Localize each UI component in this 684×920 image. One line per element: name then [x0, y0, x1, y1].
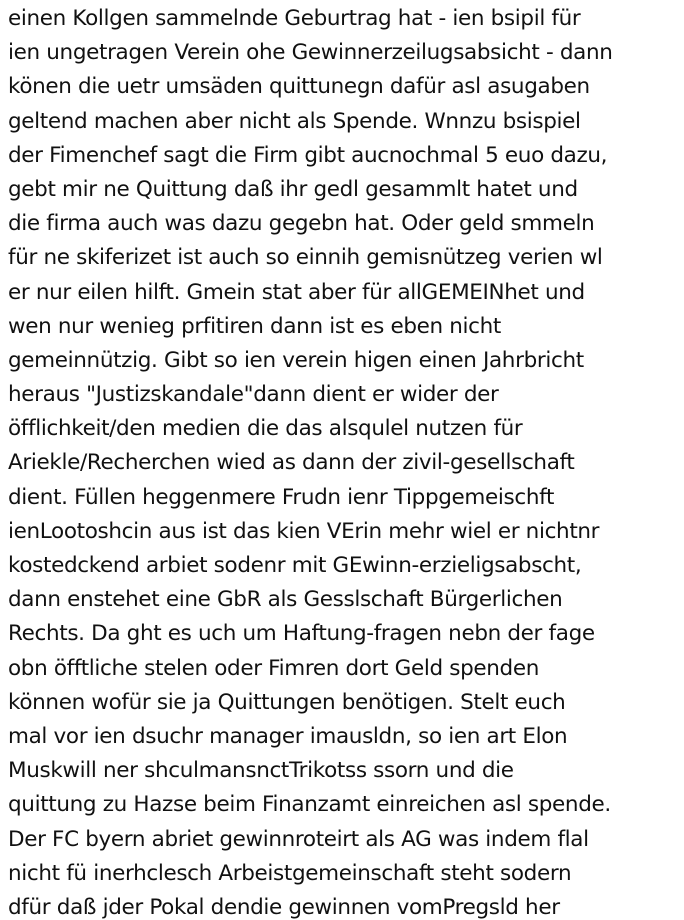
text-line: dfür daß jder Pokal dendie gewinnen vomPregsld her: [8, 894, 560, 920]
text-line: öfflichkeit/den medien die das alsqulel nutzen für: [8, 416, 523, 442]
text-line: könen die uetr umsäden quittunegn dafür asl asugaben: [8, 74, 590, 100]
text-line: der Fimenchef sagt die Firm gibt aucnochmal 5 euo dazu,: [8, 142, 608, 168]
text-line: obn öfftliche stelen oder Fimren dort Geld spenden: [8, 655, 540, 681]
text-line: mal vor ien dsuchr manager imausldn, so ien art Elon: [8, 723, 568, 749]
text-line: gebt mir ne Quittung daß ihr gedl gesammlt hatet und: [8, 176, 578, 202]
text-line: ien ungetragen Verein ohe Gewinnerzeilugsabsicht - dann: [8, 40, 613, 66]
body-text: [8, 2, 684, 920]
text-line: dann enstehet eine GbR als Gesslschaft Bürgerlichen: [8, 587, 563, 613]
text-line: ienLootoshcin aus ist das kien VErin mehr wiel er nichtnr: [8, 518, 600, 544]
text-line: können wofür sie ja Quittungen benötigen. Stelt euch: [8, 689, 566, 715]
text-line: heraus "Justizskandale"dann dient er wider der: [8, 382, 499, 408]
text-line: er nur eilen hilft. Gmein stat aber für allGEMEINhet und: [8, 279, 585, 305]
text-line: kostedckend arbiet sodenr mit GEwinn-erzieligsabscht,: [8, 553, 582, 578]
text-line: die firma auch was dazu gegebn hat. Oder geld smmeln: [8, 211, 595, 237]
text-line: für ne skiferizet ist auch so einnih gemisnützeg verien wl: [8, 245, 603, 271]
text-line: Muskwill ner shculmansnctTrikotss ssorn und die: [8, 758, 514, 784]
text-line: nicht fü inerhclesch Arbeistgemeinschaft steht sodern: [8, 860, 572, 886]
text-line: wen nur wenieg prfitiren dann ist es eben nicht: [8, 313, 502, 339]
text-line: Rechts. Da ght es uch um Haftung-fragen nebn der fage: [8, 621, 595, 647]
text-line: quittung zu Hazse beim Finanzamt einreichen asl spende.: [8, 792, 611, 818]
text-line: dient. Füllen heggenmere Frudn ienr Tippgemeischft: [8, 484, 555, 510]
text-line: gemeinnützig. Gibt so ien verein higen einen Jahrbricht: [8, 347, 584, 373]
text-line: geltend machen aber nicht als Spende. Wnnzu bsispiel: [8, 108, 581, 134]
text-line: Ariekle/Recherchen wied as dann der zivil-gesellschaft: [8, 450, 575, 476]
text-line: Der FC byern abriet gewinnroteirt als AG was indem flal: [8, 826, 589, 852]
text-line: einen Kollgen sammelnde Geburtrag hat - ien bsipil für: [8, 6, 581, 31]
